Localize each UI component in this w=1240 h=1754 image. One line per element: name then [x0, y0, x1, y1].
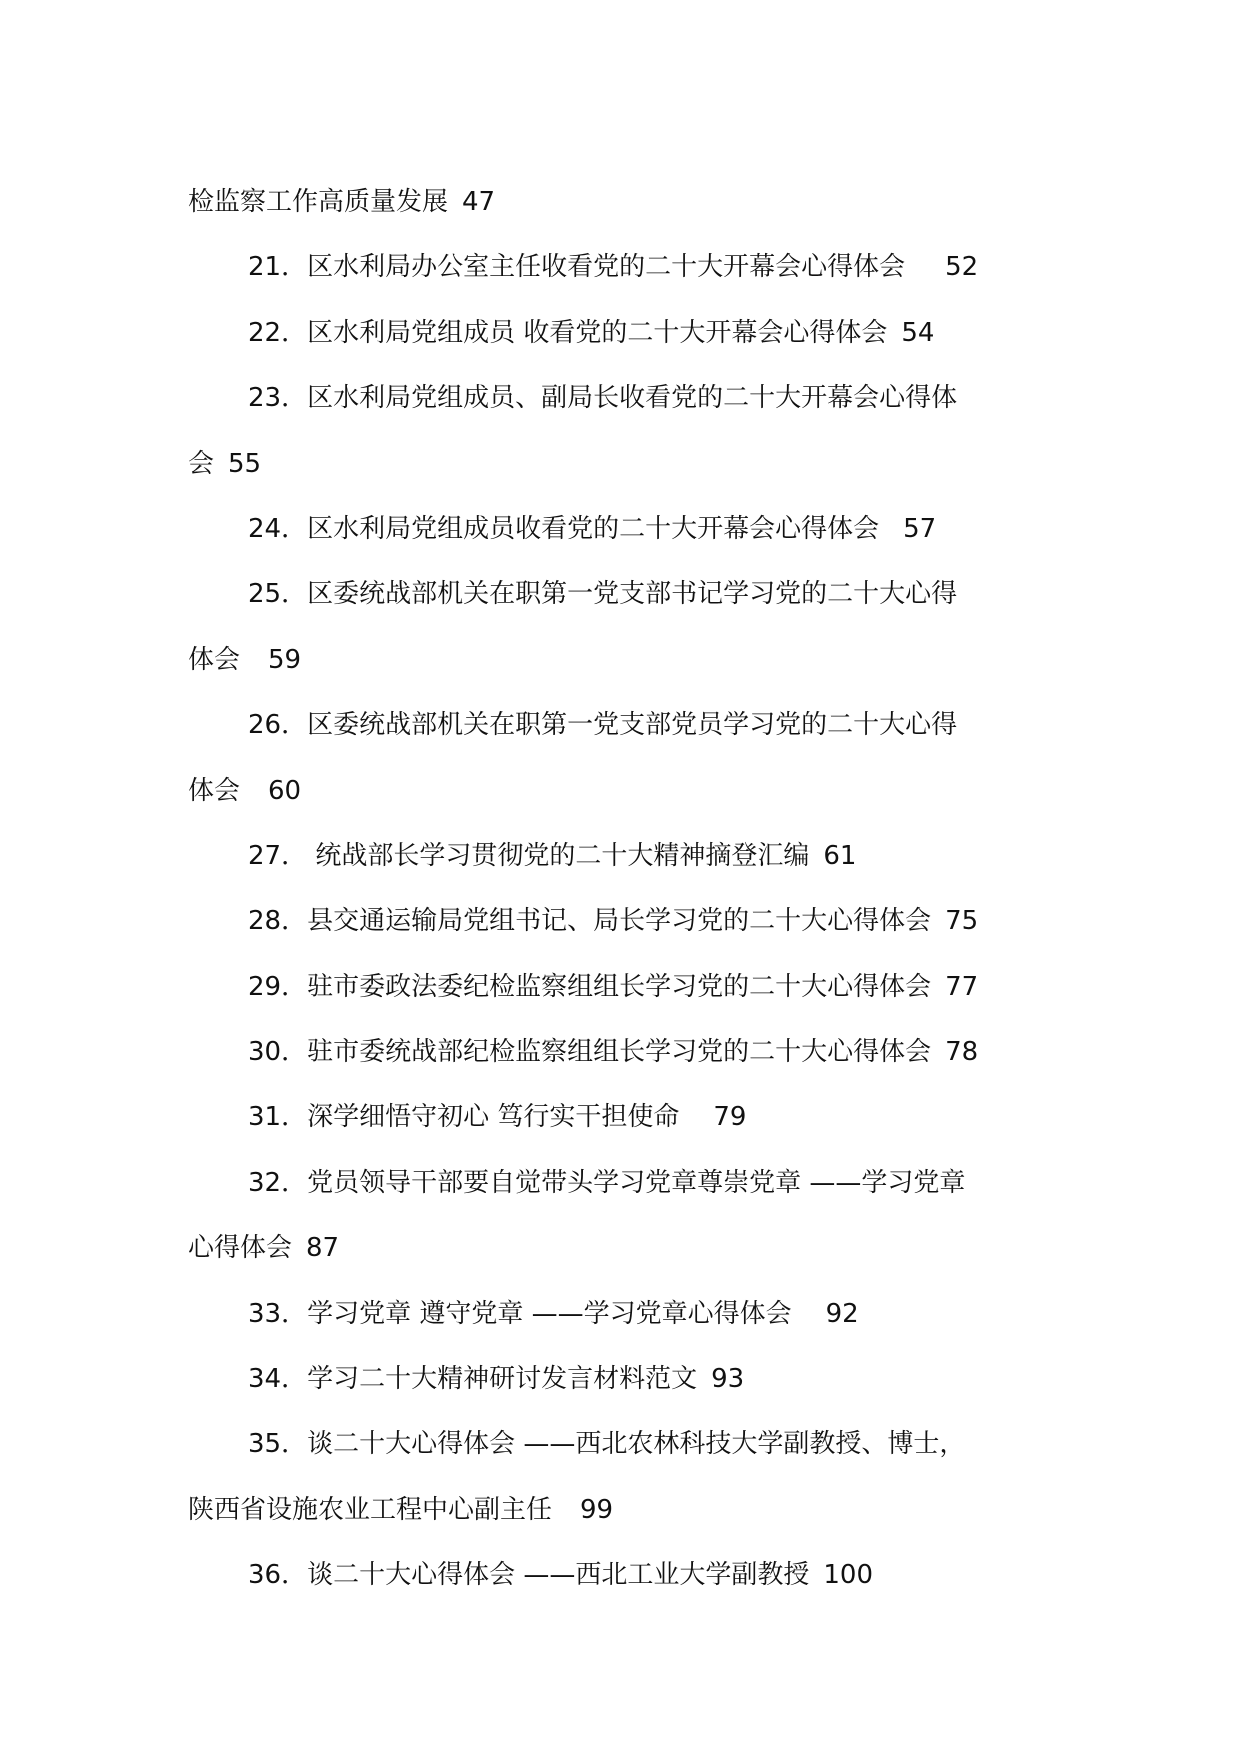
- toc-entry-text: 21．区水利局办公室主任收看党的二十大开幕会心得体会: [248, 252, 906, 283]
- toc-line: [188, 562, 1058, 627]
- toc-page-number: 75: [945, 906, 979, 937]
- toc-page-number: 93: [711, 1364, 745, 1395]
- toc-entry-text: 35．谈二十大心得体会 ——西北农林科技大学副教授、博士，: [248, 1429, 966, 1460]
- toc-page-number: 55: [228, 448, 262, 479]
- toc-entry-text: 22．区水利局党组成员 收看党的二十大开幕会心得体会: [248, 317, 888, 348]
- toc-entry-text: 体会: [188, 775, 241, 806]
- toc-page-number: 60: [268, 775, 302, 806]
- toc-line: [188, 1347, 1058, 1412]
- toc-line: [188, 1151, 1058, 1216]
- table-of-contents: [188, 170, 1058, 1609]
- toc-line: [188, 824, 1058, 889]
- toc-line: [188, 170, 1058, 235]
- toc-line: [188, 432, 1058, 497]
- toc-line: [188, 1282, 1058, 1347]
- toc-entry-text: 会: [188, 448, 215, 479]
- toc-page-number: 79: [713, 1102, 747, 1133]
- toc-line: [188, 693, 1058, 758]
- toc-entry-text: 28．县交通运输局党组书记、局长学习党的二十大心得体会: [248, 906, 932, 937]
- toc-entry-text: 心得体会: [188, 1233, 293, 1264]
- toc-line: [188, 1412, 1058, 1477]
- toc-entry-text: 33．学习党章 遵守党章 ——学习党章心得体会: [248, 1298, 792, 1329]
- toc-line: [188, 1020, 1058, 1085]
- toc-page-number: 77: [945, 971, 979, 1002]
- toc-page-number: 57: [903, 513, 937, 544]
- toc-entry-text: 陕西省设施农业工程中心副主任: [188, 1494, 553, 1525]
- toc-entry-text: 27． 统战部长学习贯彻党的二十大精神摘登汇编: [248, 840, 810, 871]
- toc-line: [188, 1216, 1058, 1281]
- toc-line: [188, 759, 1058, 824]
- toc-page-number: 52: [945, 252, 979, 283]
- toc-page-number: 59: [268, 644, 302, 675]
- toc-line: [188, 1543, 1058, 1608]
- toc-entry-text: 30．驻市委统战部纪检监察组组长学习党的二十大心得体会: [248, 1037, 932, 1068]
- toc-entry-text: 31．深学细悟守初心 笃行实干担使命: [248, 1102, 680, 1133]
- toc-line: [188, 1478, 1058, 1543]
- toc-line: [188, 301, 1058, 366]
- toc-page-number: 99: [580, 1494, 614, 1525]
- toc-page-number: 61: [823, 840, 857, 871]
- toc-entry-text: 32．党员领导干部要自觉带头学习党章尊崇党章 ——学习党章: [248, 1167, 966, 1198]
- toc-entry-text: 24．区水利局党组成员收看党的二十大开幕会心得体会: [248, 513, 880, 544]
- toc-line: [188, 366, 1058, 431]
- toc-line: [188, 955, 1058, 1020]
- toc-page-number: 87: [306, 1233, 340, 1264]
- toc-page-number: 47: [462, 187, 496, 217]
- toc-line: [188, 889, 1058, 954]
- toc-line: [188, 628, 1058, 693]
- toc-entry-text: 29．驻市委政法委纪检监察组组长学习党的二十大心得体会: [248, 971, 932, 1002]
- toc-entry-text: 25．区委统战部机关在职第一党支部书记学习党的二十大心得: [248, 579, 958, 610]
- toc-entry-text: 检监察工作高质量发展: [188, 187, 449, 217]
- toc-page-number: 100: [823, 1560, 873, 1591]
- toc-line: [188, 235, 1058, 300]
- toc-entry-text: 34．学习二十大精神研讨发言材料范文: [248, 1364, 698, 1395]
- toc-page-number: 54: [901, 317, 935, 348]
- toc-page-number: 92: [825, 1298, 859, 1329]
- toc-entry-text: 36．谈二十大心得体会 ——西北工业大学副教授: [248, 1560, 810, 1591]
- toc-page-number: 78: [945, 1037, 979, 1068]
- toc-entry-text: 26．区委统战部机关在职第一党支部党员学习党的二十大心得: [248, 710, 958, 741]
- toc-entry-text: 体会: [188, 644, 241, 675]
- toc-entry-text: 23．区水利局党组成员、副局长收看党的二十大开幕会心得体: [248, 383, 958, 414]
- toc-line: [188, 1085, 1058, 1150]
- toc-line: [188, 497, 1058, 562]
